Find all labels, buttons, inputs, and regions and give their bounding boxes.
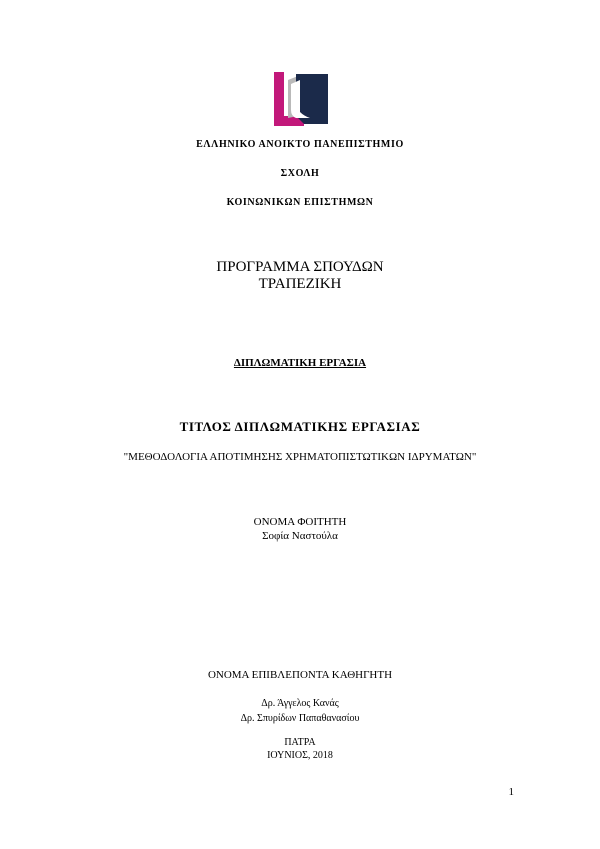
thesis-title: "ΜΕΘΟΔΟΛΟΓΙΑ ΑΠΟΤΙΜΗΣΗΣ ΧΡΗΜΑΤΟΠΙΣΤΩΤΙΚΩΝ ΙΔΡΥΜΑΤΩΝ"	[123, 451, 477, 463]
school-label: ΣΧΟΛΗ	[280, 168, 320, 179]
page-number: 1	[508, 786, 514, 798]
thesis-type-label: ΔΙΠΛΩΜΑΤΙΚΗ ΕΡΓΑΣΙΑ	[233, 357, 367, 369]
university-name: ΕΛΛΗΝΙΚΟ ΑΝΟΙΚΤΟ ΠΑΝΕΠΙΣΤΗΜΙΟ	[196, 139, 404, 150]
faculty-name: ΚΟΙΝΩΝΙΚΩΝ ΕΠΙΣΤΗΜΩΝ	[226, 197, 374, 208]
student-label: ΟΝΟΜΑ ΦΟΙΤΗΤΗ	[253, 516, 347, 528]
date: ΙΟΥΝΙΟΣ, 2018	[267, 750, 333, 761]
program-name: ΤΡΑΠΕΖΙΚΗ	[258, 276, 342, 292]
supervisor-label: ΟΝΟΜΑ ΕΠΙΒΛΕΠΟΝΤΑ ΚΑΘΗΓΗΤΗ	[207, 669, 393, 681]
university-logo	[274, 72, 328, 126]
program-label: ΠΡΟΓΡΑΜΜΑ ΣΠΟΥΔΩΝ	[216, 259, 384, 275]
thesis-title-label: ΤΙΤΛΟΣ ΔΙΠΛΩΜΑΤΙΚΗΣ ΕΡΓΑΣΙΑΣ	[179, 419, 421, 434]
student-name: Σοφία Ναστούλα	[262, 530, 338, 542]
supervisor-name: Δρ. Άγγελος Κανάς	[261, 698, 339, 709]
supervisor-name: Δρ. Σπυρίδων Παπαθανασίου	[240, 713, 360, 724]
city: ΠΑΤΡΑ	[284, 737, 316, 748]
